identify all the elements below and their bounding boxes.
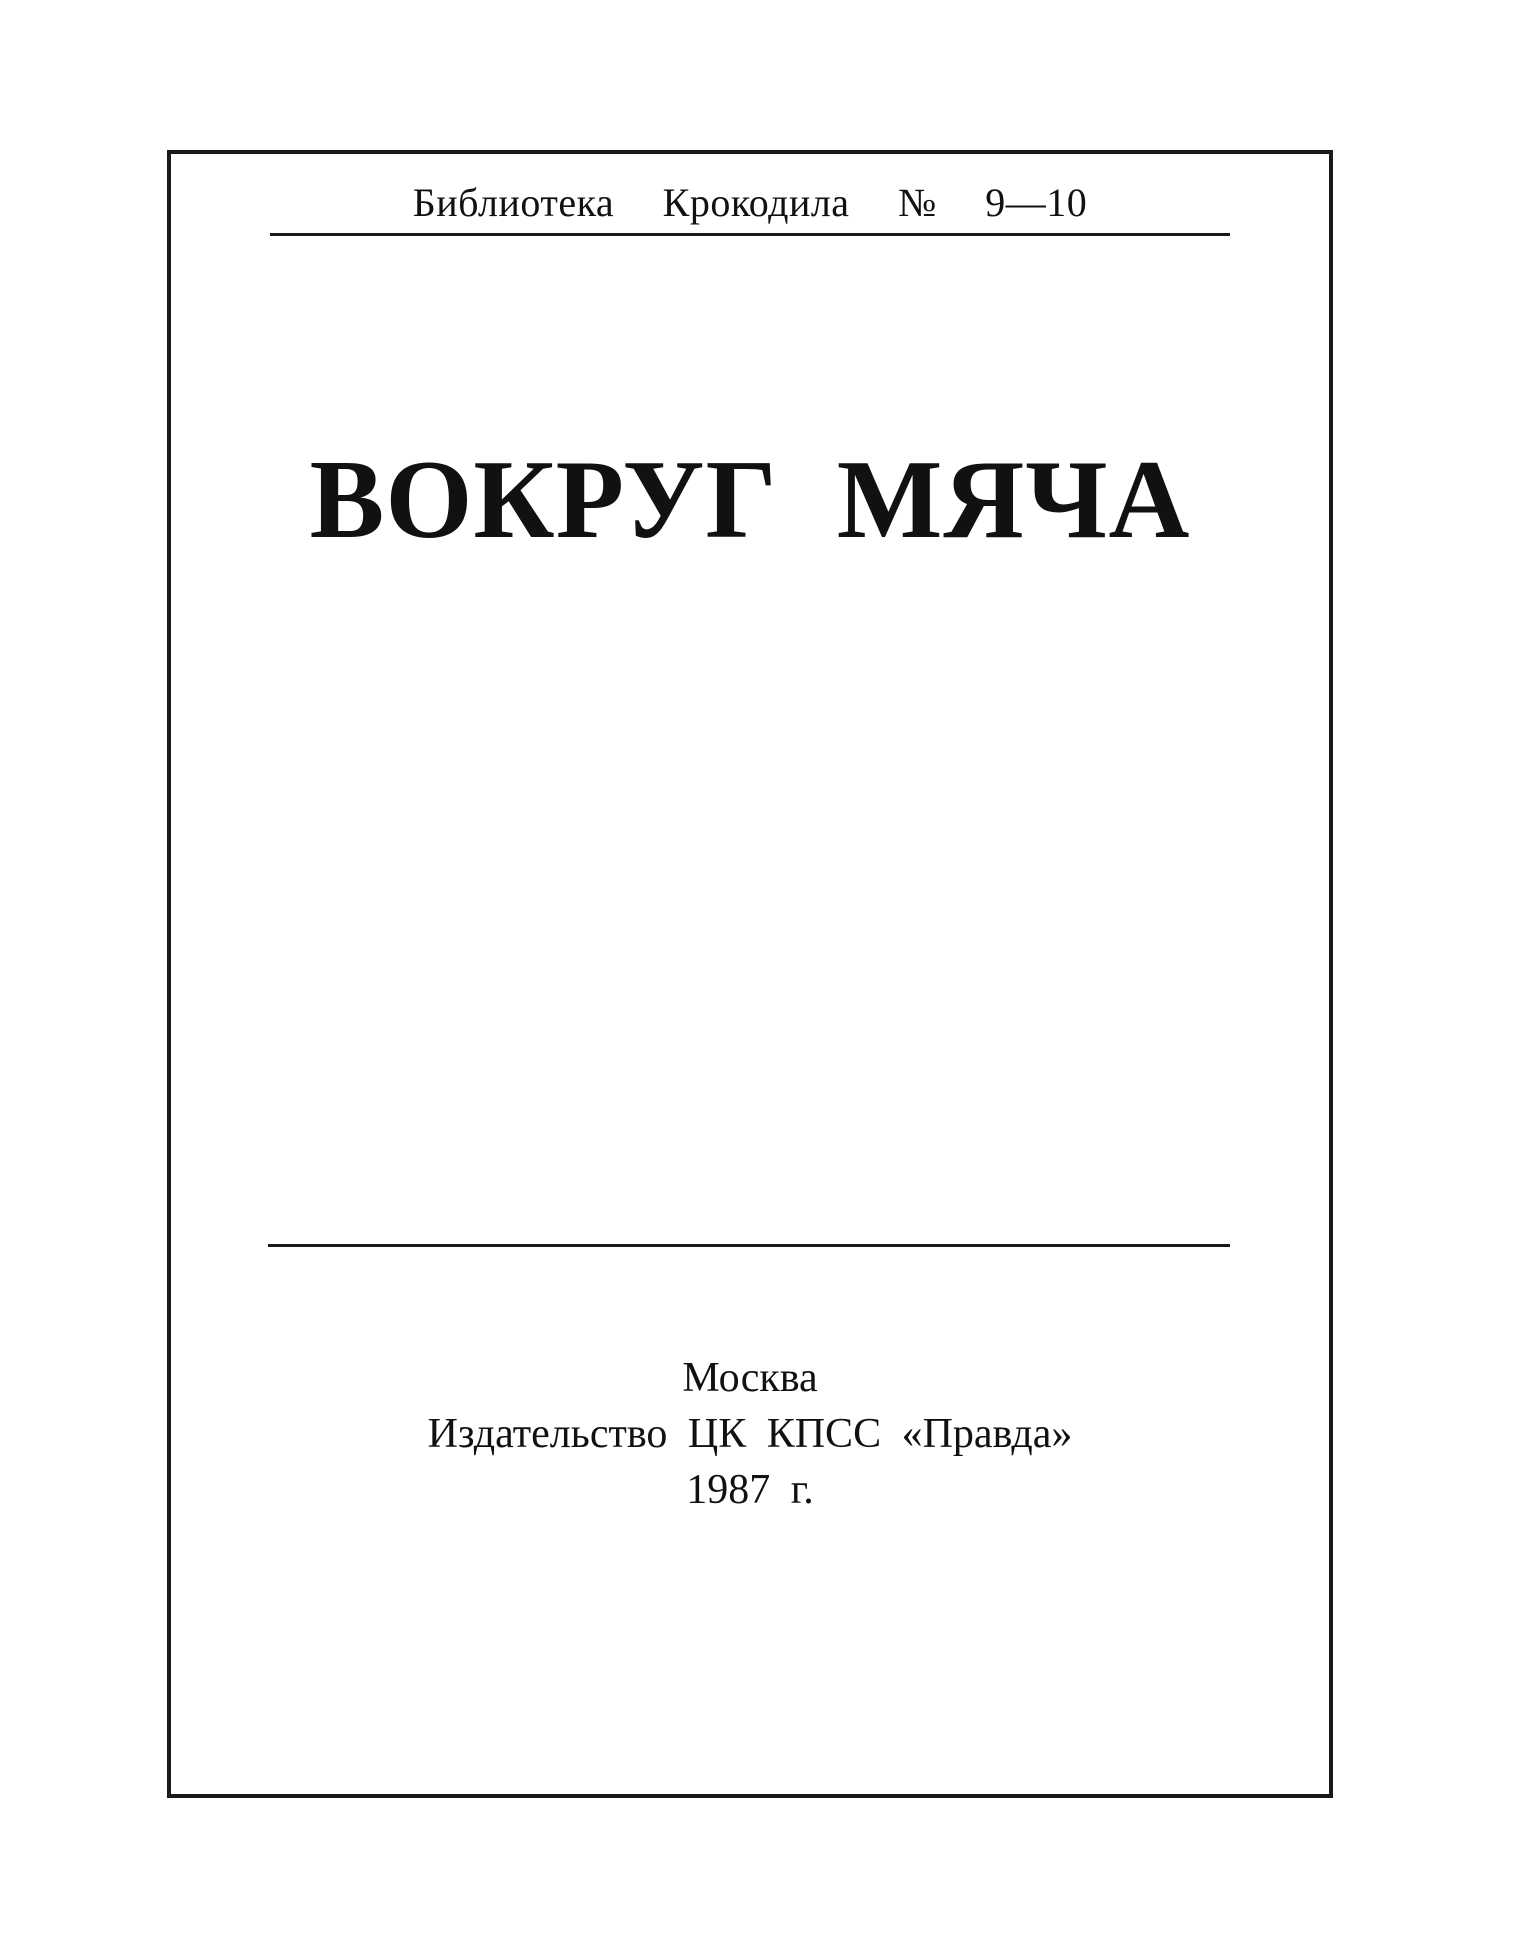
imprint-city: Москва [682,1355,818,1401]
book-title: ВОКРУГ МЯЧА [309,438,1191,562]
imprint [270,1350,1230,1518]
series-header [270,178,1230,228]
imprint-publisher: Издательство ЦК КПСС «Правда» [427,1411,1073,1457]
page-frame [167,150,1333,1798]
footer-divider [268,1244,1230,1247]
number-sign: № [898,180,937,225]
header-divider [270,233,1230,236]
series-publication: Крокодила [662,180,850,225]
series-name: Библиотека [412,180,615,225]
issue-number: 9—10 [985,180,1088,225]
imprint-year: 1987 г. [686,1467,814,1513]
